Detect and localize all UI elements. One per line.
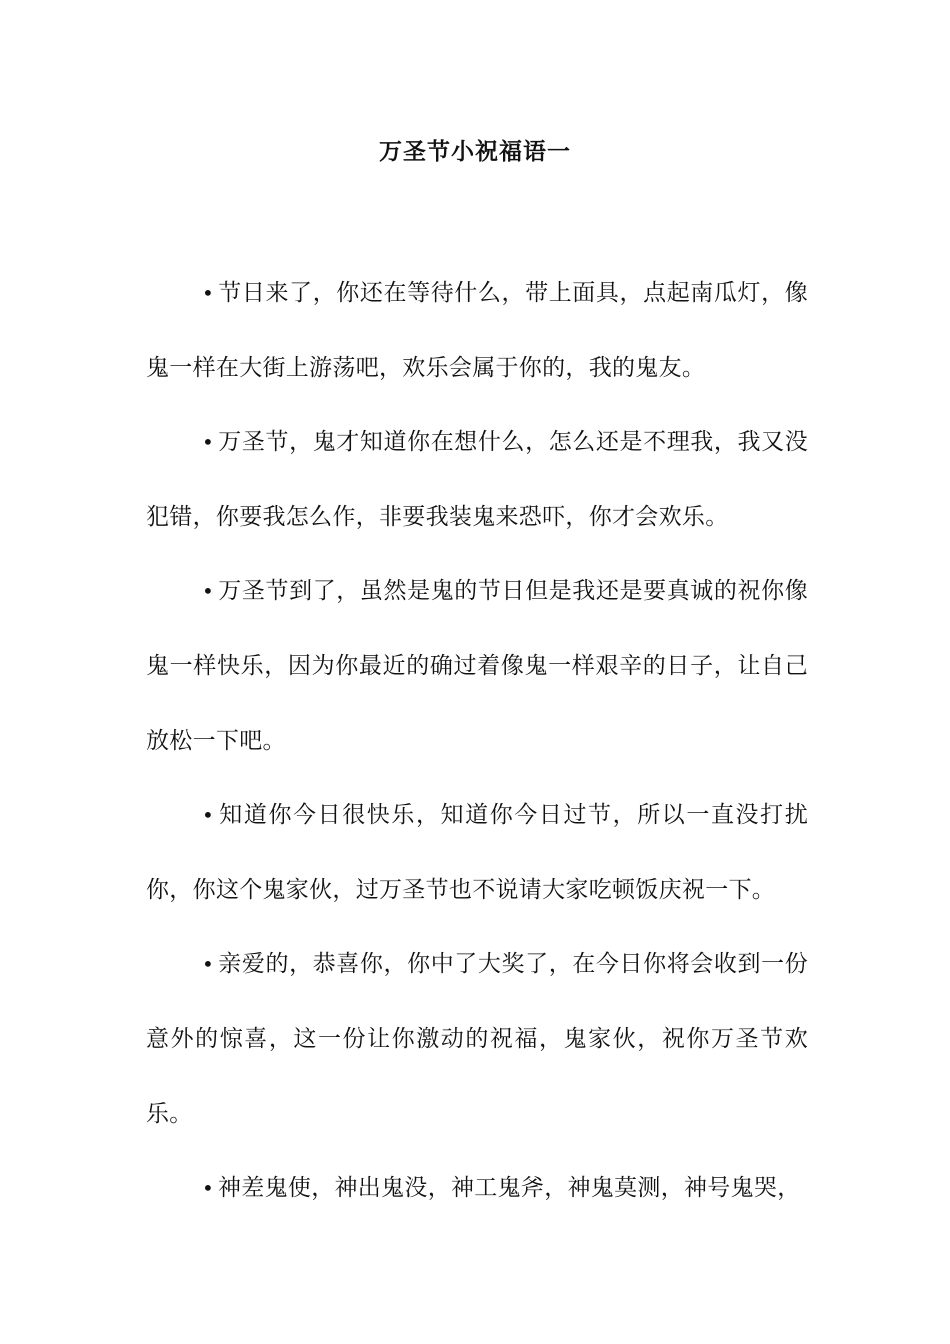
document-body — [146, 256, 808, 1226]
paragraph-text: 知道你今日很快乐，知道你今日过节，所以一直没打扰你，你这个鬼家伙，过万圣节也不说请大家吃顿饭庆祝一下。 — [146, 802, 808, 903]
bullet-icon: • — [201, 281, 215, 305]
paragraph-3 — [146, 554, 808, 778]
document-title: 万圣节小祝福语一 — [379, 138, 571, 165]
paragraph-text: 亲爱的，恭喜你，你中了大奖了，在今日你将会收到一份意外的惊喜，这一份让你激动的祝福，鬼家伙，祝你万圣节欢乐。 — [146, 951, 808, 1127]
paragraph-5 — [146, 927, 808, 1151]
bullet-icon: • — [201, 430, 215, 455]
paragraph-text: 万圣节，鬼才知道你在想什么，怎么还是不理我，我又没犯错，你要我怎么作，非要我装鬼来恐吓，你才会欢乐。 — [146, 429, 808, 530]
bullet-icon: • — [201, 1176, 215, 1201]
paragraph-text: 万圣节到了，虽然是鬼的节日但是我还是要真诚的祝你像鬼一样快乐，因为你最近的确过着像鬼一样艰辛的日子，让自己放松一下吧。 — [146, 578, 808, 754]
bullet-icon: • — [201, 952, 215, 977]
paragraph-text: 节日来了，你还在等待什么，带上面具，点起南瓜灯，像鬼一样在大街上游荡吧，欢乐会属于你的，我的鬼友。 — [146, 280, 808, 381]
bullet-icon: • — [201, 579, 215, 604]
paragraph-1 — [146, 256, 808, 405]
paragraph-2 — [146, 405, 808, 554]
paragraph-4 — [146, 778, 808, 927]
paragraph-6 — [146, 1151, 808, 1226]
bullet-icon: • — [201, 803, 215, 828]
paragraph-text: 神差鬼使，神出鬼没，神工鬼斧，神鬼莫测，神号鬼哭， — [218, 1175, 801, 1202]
